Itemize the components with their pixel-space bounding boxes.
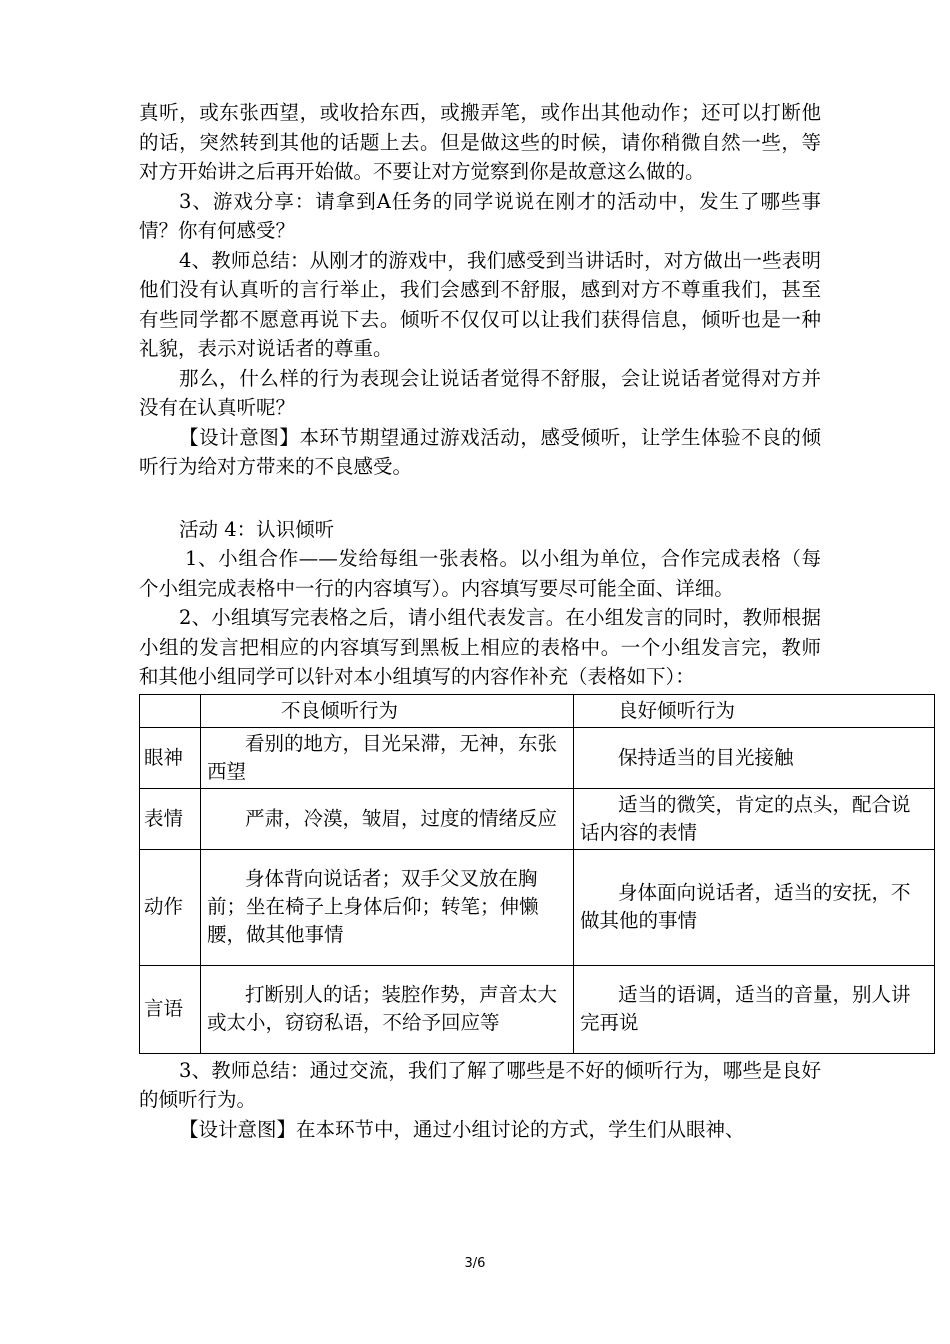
- paragraph: 真听，或东张西望，或收拾东西，或搬弄笔，或作出其他动作；还可以打断他的话，突然转到其他的话题上去。但是做这些的时候，请你稍微自然一些，等对方开始讲之后再开始做。不要让对方觉察到你是故意这么做的。: [139, 101, 821, 183]
- row-label: 言语: [140, 965, 201, 1053]
- bad-behavior-cell: 打断别人的话；装腔作势，声音太大或太小，窃窃私语，不给予回应等: [207, 983, 558, 1034]
- table-header-cell: [140, 694, 201, 727]
- paragraph: 3、游戏分享：请拿到A任务的同学说说在刚才的活动中，发生了哪些事情？你有何感受？: [139, 189, 821, 242]
- table-row: [140, 788, 935, 849]
- table-row: [140, 849, 935, 965]
- page-number: 3/6: [464, 1256, 486, 1271]
- activity-title: 活动 4：认识倾听: [179, 517, 335, 541]
- paragraph: 2、小组填写完表格之后，请小组代表发言。在小组发言的同时，教师根据小组的发言把相应的内容填写到黑板上相应的表格中。一个小组发言完，教师和其他小组同学可以针对本小组填写的内容作补充（表格如下）：: [139, 606, 821, 688]
- spacer: [139, 482, 821, 515]
- design-intent-paragraph: 【设计意图】本环节期望通过游戏活动，感受倾听，让学生体验不良的倾听行为给对方带来的不良感受。: [139, 425, 821, 478]
- table-header-cell: 良好倾听行为: [574, 694, 935, 727]
- good-behavior-cell: 适当的微笑，肯定的点头，配合说话内容的表情: [580, 792, 911, 844]
- table-header-row: [140, 694, 935, 727]
- good-behavior-cell: 适当的语调，适当的音量，别人讲完再说: [580, 983, 911, 1034]
- good-behavior-cell: 保持适当的目光接触: [618, 745, 794, 769]
- good-behavior-cell: 身体面向说话者，适当的安抚，不做其他的事情: [580, 881, 911, 932]
- page-content: [139, 98, 911, 1144]
- bad-behavior-cell: 严肃，冷漠，皱眉，过度的情绪反应: [245, 806, 558, 830]
- paragraph: 3、教师总结：通过交流，我们了解了哪些是不好的倾听行为，哪些是良好的倾听行为。: [139, 1058, 821, 1111]
- design-intent-paragraph: 【设计意图】在本环节中，通过小组讨论的方式，学生们从眼神、: [179, 1117, 745, 1141]
- row-label: 动作: [140, 849, 201, 965]
- paragraph: 那么，什么样的行为表现会让说话者觉得不舒服，会让说话者觉得对方并没有在认真听呢？: [139, 366, 821, 419]
- paragraph: 4、教师总结：从刚才的游戏中，我们感受到当讲话时，对方做出一些表明他们没有认真听的言行举止，我们会感到不舒服，感到对方不尊重我们，甚至有些同学都不愿意再说下去。倾听不仅仅可以让我们获得信息，倾听也是一种礼貌，表示对说话者的尊重。: [139, 248, 821, 360]
- bad-behavior-cell: 看别的地方，目光呆滞，无神，东张西望: [207, 731, 558, 783]
- listening-behavior-table: [139, 694, 935, 1054]
- row-label: 眼神: [140, 727, 201, 788]
- row-label: 表情: [140, 788, 201, 849]
- paragraph: 1、小组合作——发给每组一张表格。以小组为单位，合作完成表格（每个小组完成表格中一行的内容填写）。内容填写要尽可能全面、详细。: [139, 547, 821, 600]
- table-row: [140, 727, 935, 788]
- bad-behavior-cell: 身体背向说话者；双手父叉放在胸前；坐在椅子上身体后仰；转笔；伸懒腰，做其他事情: [207, 867, 539, 946]
- table-header-cell: 不良倾听行为: [201, 694, 574, 727]
- table-row: [140, 965, 935, 1053]
